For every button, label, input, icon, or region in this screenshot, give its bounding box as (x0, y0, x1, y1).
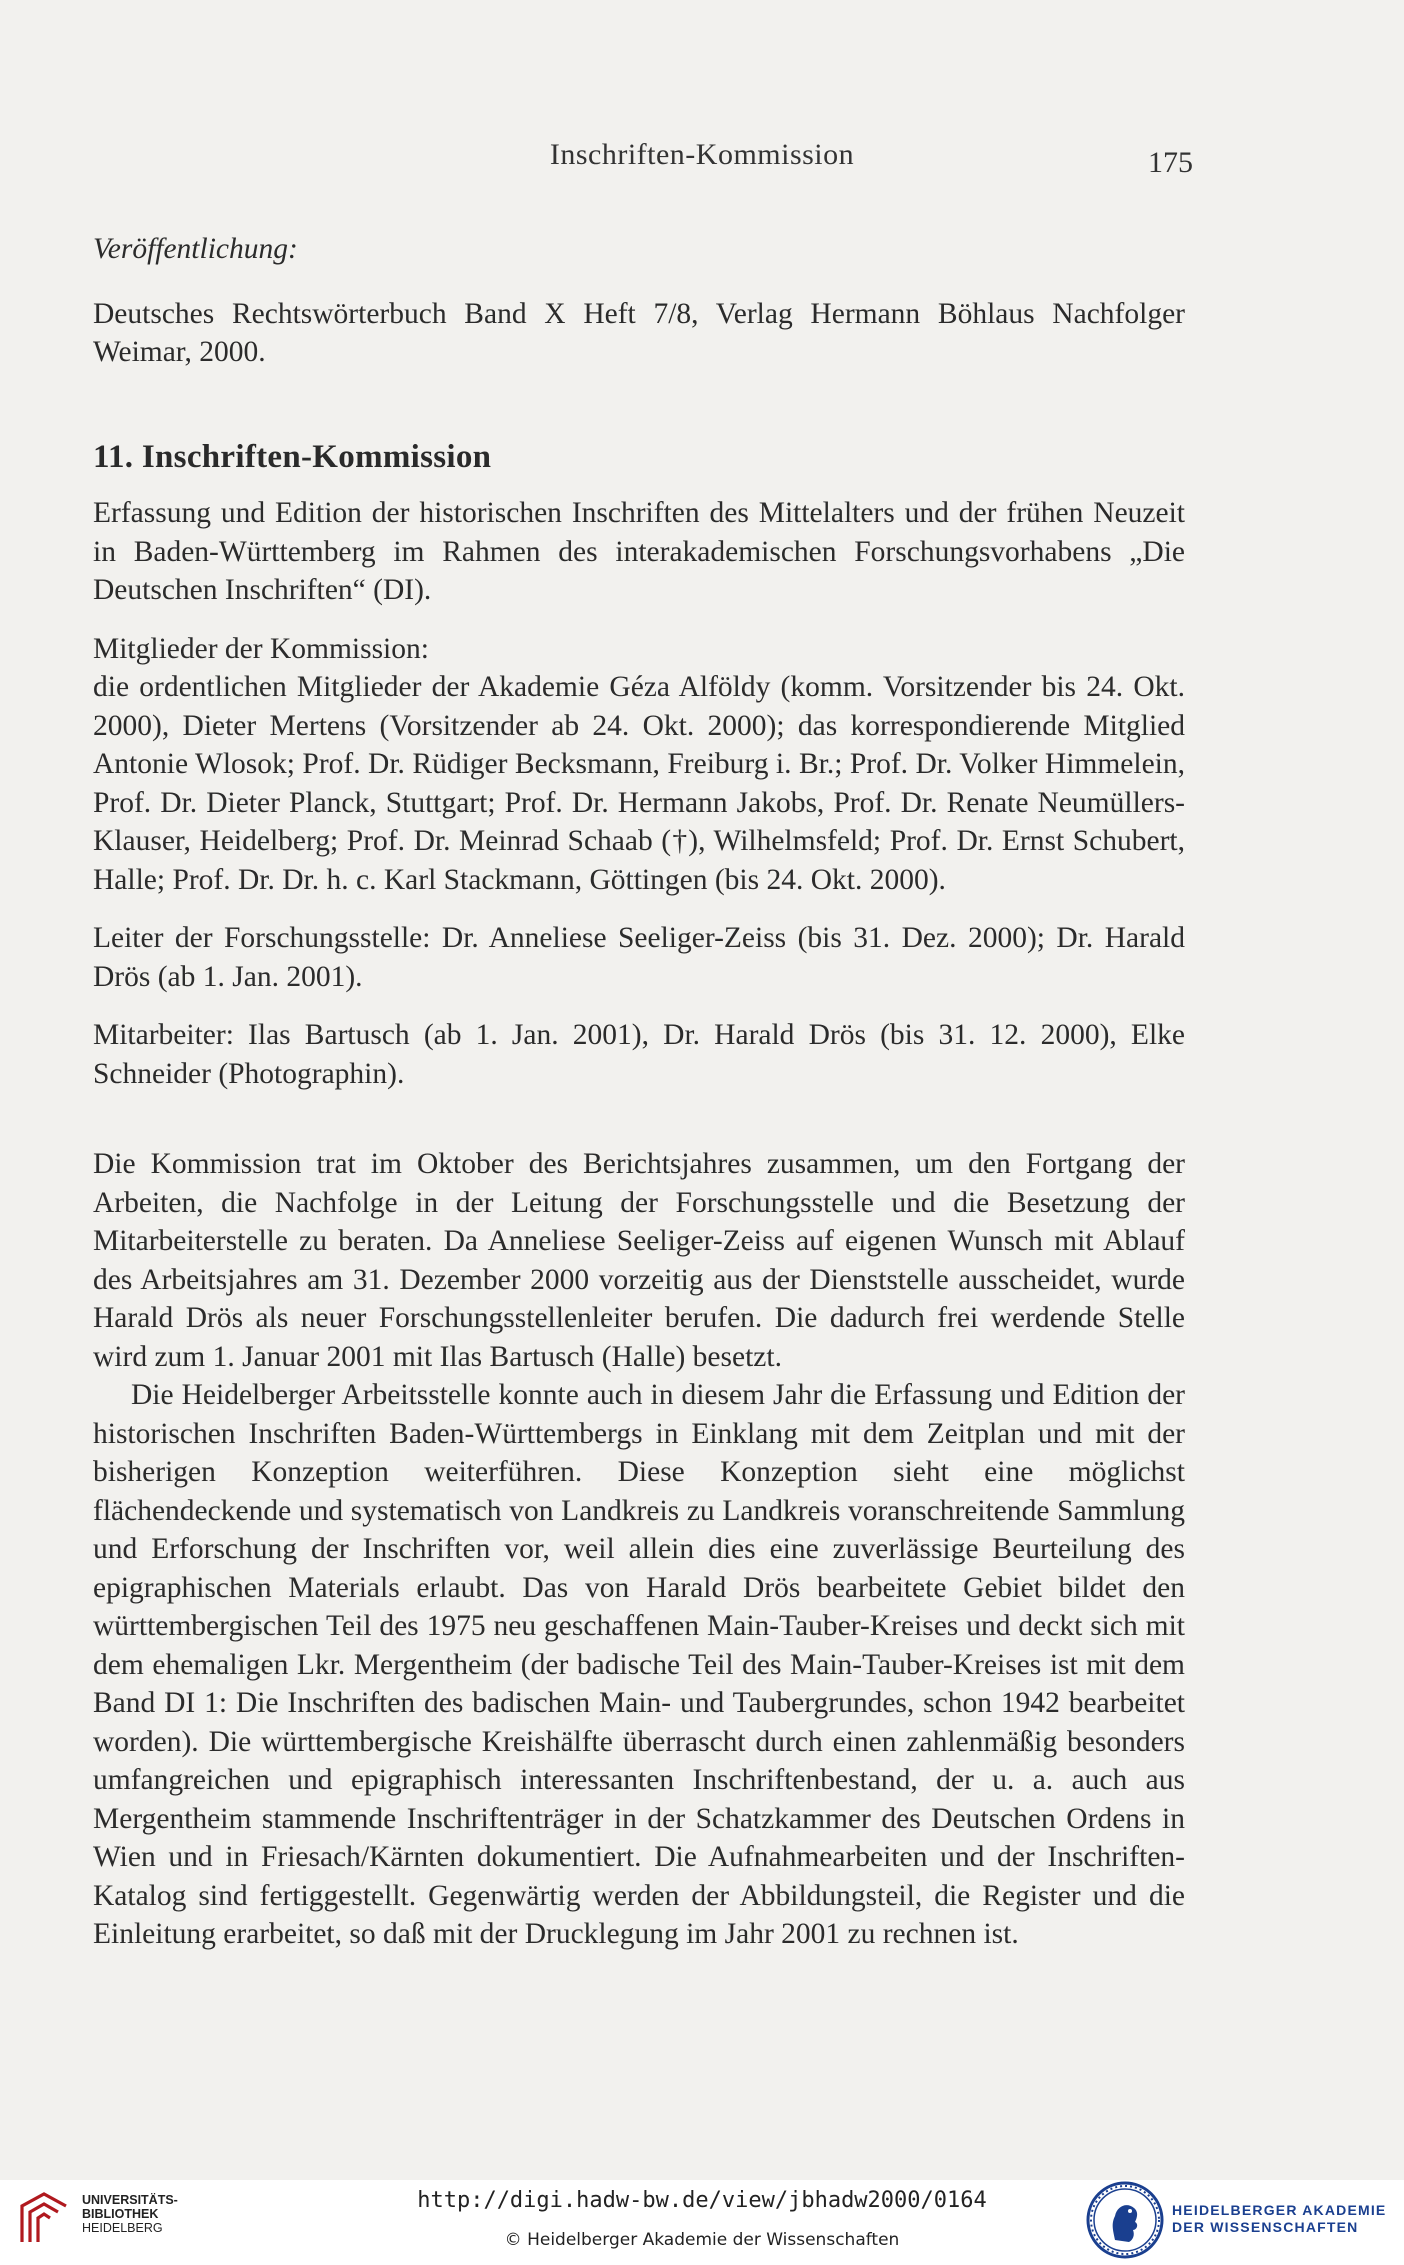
page-number: 175 (1148, 146, 1193, 179)
library-line-1: UNIVERSITÄTS- (82, 2193, 178, 2207)
permalink-url[interactable]: http://digi.hadw-bw.de/view/jbhadw2000/0164 (417, 2188, 987, 2213)
body-paragraph-2: Die Heidelberger Arbeitsstelle konnte auch in diesem Jahr die Erfassung und Edition der historischen Inschriften Baden-Württembergs in Einklang mit dem Zeitplan und mit der bisherigen Konzeption weiterführen. Diese Konzeption sieht eine möglichst flächendeckende und systematisch von Landkreis zu Landkreis voranschreitende Sammlung und Erforschung der Inschriften vor, weil allein dies eine zuverlässige Beurteilung des epigraphischen Materials erlaubt. Das von Harald Drös bearbeitete Gebiet bildet den württembergischen Teil des 1975 neu geschaffenen Main-Tauber-Kreises und deckt sich mit dem ehemaligen Lkr. Mergentheim (der badische Teil des Main-Tauber-Kreises ist mit dem Band DI 1: Die Inschriften des badischen Main- und Taubergrundes, schon 1942 bearbeitet worden). Die württembergische Kreishälfte überrascht durch einen zahlenmäßig besonders umfangreichen und epigraphisch interessanten Inschriftenbestand, der u. a. auch aus Mergentheim stammende Inschriftenträger in der Schatzkammer des Deutschen Ordens in Wien und in Friesach/Kärnten dokumentiert. Die Aufnahmearbeiten und der Inschriften-Katalog sind fertiggestellt. Gegenwärtig werden der Abbildungsteil, die Register und die Einleitung erarbeitet, so daß mit der Drucklegung im Jahr 2001 zu rechnen ist. (93, 1379, 1185, 1950)
running-head: Inschriften-Kommission (549, 138, 855, 171)
section-heading: 11. Inschriften-Kommission (93, 438, 492, 475)
academy-line-2: DER WISSENSCHAFTEN (1172, 2219, 1359, 2235)
publication-text: Deutsches Rechtswörterbuch Band X Heft 7/8, Verlag Hermann Böhlaus Nachfolger Weimar, 2000. (93, 297, 1185, 368)
publication-label: Veröffentlichung: (93, 233, 298, 265)
members-text: die ordentlichen Mitglieder der Akademie Géza Alföldy (komm. Vorsitzender bis 24. Okt. 2000), Dieter Mertens (Vorsitzender ab 24. Okt. 2000); das korrespondierende Mitglied Antonie Wlosok; Prof. Dr. Rüdiger Becksmann, Freiburg i. Br.; Prof. Dr. Volker Himmelein, Prof. Dr. Dieter Planck, Stuttgart; Prof. Dr. Hermann Jakobs, Prof. Dr. Renate Neumüllers-Klauser, Heidelberg; Prof. Dr. Meinrad Schaab (†), Wilhelmsfeld; Prof. Dr. Ernst Schubert, Halle; Prof. Dr. Dr. h. c. Karl Stackmann, Göttingen (bis 24. Okt. 2000). (93, 671, 1185, 896)
library-line-2: BIBLIOTHEK (82, 2207, 159, 2221)
copyright-notice: © Heidelberger Akademie der Wissenschaften (504, 2230, 900, 2250)
academy-line-1: HEIDELBERGER AKADEMIE (1172, 2202, 1387, 2218)
library-line-3: HEIDELBERG (82, 2221, 163, 2235)
academy-name (1172, 2202, 1386, 2236)
members-label: Mitglieder der Kommission: (93, 632, 429, 665)
academy-seal-icon (1085, 2180, 1165, 2260)
body-paragraph-1: Die Kommission trat im Oktober des Berichtsjahres zusammen, um den Fortgang der Arbeiten, die Nachfolge in der Leitung der Forschungsstelle und die Besetzung der Mitarbeiterstelle zu beraten. Da Anneliese Seeliger-Zeiss auf eigenen Wunsch mit Ablauf des Arbeitsjahres am 31. Dezember 2000 vorzeitig aus der Dienststelle ausscheidet, wurde Harald Drös als neuer Forschungsstellenleiter berufen. Die dadurch frei werdende Stelle wird zum 1. Januar 2001 mit Ilas Bartusch (Halle) besetzt. (93, 1148, 1185, 1373)
section-intro: Erfassung und Edition der historischen Inschriften des Mittelalters und der frühen Neuzeit in Baden-Württemberg im Rahmen des interakademischen Forschungsvorhabens „Die Deutschen Inschriften“ (DI). (93, 497, 1185, 606)
leiter-text: Leiter der Forschungsstelle: Dr. Anneliese Seeliger-Zeiss (bis 31. Dez. 2000); Dr. Harald Drös (ab 1. Jan. 2001). (93, 922, 1185, 993)
mitarbeiter-text: Mitarbeiter: Ilas Bartusch (ab 1. Jan. 2001), Dr. Harald Drös (bis 31. 12. 2000), Elke Schneider (Photographin). (93, 1019, 1185, 1090)
page-content (93, 230, 1185, 1954)
